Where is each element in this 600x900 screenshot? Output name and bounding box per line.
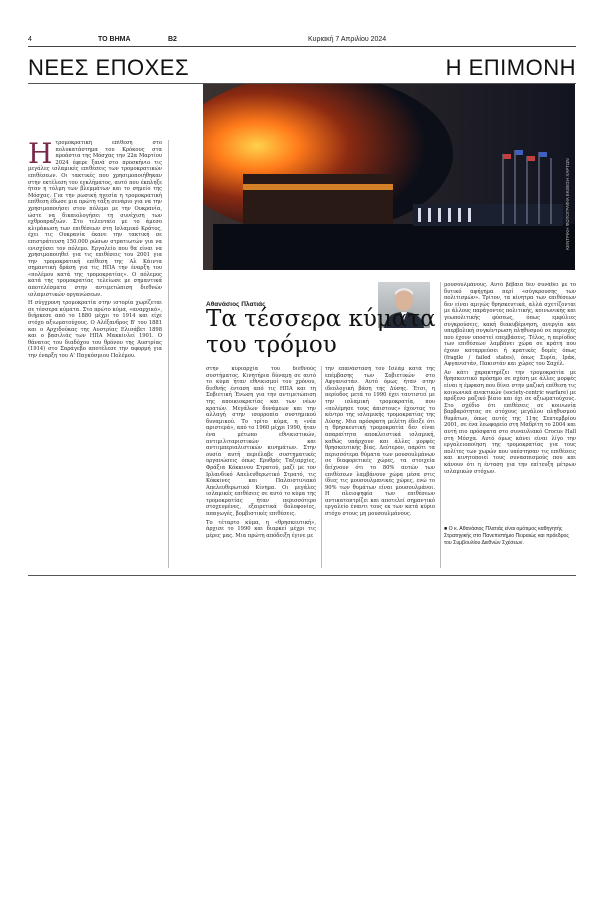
column-rule bbox=[321, 366, 322, 568]
headline: Τα τέσσερα κύματα του τρόμου bbox=[206, 306, 436, 358]
bio-marker: ■ bbox=[444, 526, 448, 532]
section-title-left: ΝΕΕΣ ΕΠΟΧΕΣ bbox=[28, 55, 190, 80]
section-title-right: Η ΕΠΙΜΟΝΗ bbox=[445, 55, 576, 80]
article-column-4 bbox=[444, 282, 576, 522]
paragraph: Η σύγχρονη τρομοκρατία στην ιστορία χωρίζεται σε τέσσερα κύματα. Στο πρώτο κύμα, «αναρχικό», διήρκεσε από το 1880 μέχρι το 1914 και είχε στόχο αξιωματούχους. Ο Αλέξανδρος Β' του 1881 και ο Αρχιδούκας της Αυστρίας Ελισάβετ 1898 και ο βασιλιάς των ΗΠΑ Μακκίνλεϊ 1901. Ο θάνατος του διαδόχου του θρόνου της Αυστρίας (1914) στο Σαράγεβο αποτέλεσε την αφορμή για την έναρξη του Α' Παγκόσμιου Πολέμου. bbox=[28, 300, 162, 359]
paragraph: την επανάσταση του Ισλάμ κατά της επέμβασης των Σοβιετικών στο Αφγανιστάν. Αυτό όμως ήταν στην ιδεολογική βάση της Δύσης. Έτσι, η περίοδος μετά το 1990 έχει ταυτιστεί με την ισλαμική τρομοκρατία, που «πολέμησε τους άπιστους» έχοντας το κέντρο της ισλαμικής τρομοκρατίας της Δύσης. Μια πρόσφατη μελέτη έδειξε ότι η θρησκευτική τρομοκρατία δεν είναι απαραίτητα αποκλειστικά ισλαμική, καθώς υπάρχουν και άλλες μορφές θρησκευτικής βίας. Δεύτερον, παρότι τα περισσότερα θύματα των μουσουλμάνων σε διαφορετικές χώρες, τα στοιχεία δείχνουν ότι το 80% αυτών των επιθέσεων λαμβάνουν χώρα μέσα στις ίδιες τις μουσουλμανικές χώρες, ενώ το 90% των θυμάτων είναι μουσουλμάνοι. Η πλειοψηφία των επιθέσεων αντικατοπτρίζει και αποτελεί σημαντικό εργαλείο έναντι τους εκ των κατά κύριο στόχο στους μη μουσουλμάνους. bbox=[325, 366, 435, 518]
paragraph: τρομοκρατική επίθεση στο πολυκατάστημα του Κρόκους στα προάστια της Μόσχας την 22α Μαρτίου 2024 έφερε ξανά στο προσκήνιο τις μεγάλες ισλαμικές επιθέσεις των τρομοκρατικών επιθέσεων. Οι τακτικές που χρησιμοποιήθηκαν στην εκτέλεση του εγκλήματος, αυτό που έκπληξε ήταν η τόλμη των βλεμμάτων και το σημείο της Μόσχας. Για την ρωσική ηγεσία η τρομοκρατική επίθεση έδωσε μια πρώτη τάξη σενάριο για να την χρησιμοποιήσει στον πόλεμο με την Ουκρανία, ώστε να δικαιολογήσει τη συνέχιση των εχθροπραξιών. Στο τελευταίο με το άμεσο κλιμάκωση των επιθέσεων στη Ισλαμικό Κράτος, έχει τις Ουκρανία έκανε την τακτική σε επιστράτευση 150.000 ρώσων στρατιωτών για να ενισχύσει τον πόλεμο. Εργαλείο που θα είναι να χρησιμοποιηθεί για τις επιθέσεις του 2001 για την τρομοκρατική επίθεση της Αλ Κάιντα σημαντική δράση για τις ΗΠΑ την έναρξη του «πολέμου κατά της τρομοκρατίας». Ο πόλεμος κατά της τρομοκρατίας τελείωσε με σημαντικά αποτελέσματα στην αντιμετώπιση διεθνών ισλαμιστικών οργανώσεων. bbox=[28, 140, 162, 298]
author-bio bbox=[444, 526, 576, 547]
masthead: TO BHMA bbox=[98, 36, 131, 43]
page-header bbox=[28, 34, 576, 47]
paragraph: Το τέταρτο κύμα, η «θρησκευτική», άρχισε το 1990 και διαρκεί μέχρι τις μέρες μας. Μια πρώτη απόδειξη έγινε με bbox=[206, 519, 316, 539]
bio-text: Ο κ. Αθανάσιος Πλατιάς είναι ομότιμος καθηγητής Στρατηγικής στο Πανεπιστήμιο Πειραιώς και πρόεδρος του Συμβουλίου Διεθνών Σχέσεων. bbox=[444, 526, 569, 546]
page-number: 4 bbox=[28, 36, 32, 43]
page-bottom-rule bbox=[28, 575, 576, 576]
article-column-3 bbox=[325, 366, 435, 568]
drop-cap: Η bbox=[28, 140, 53, 170]
article-column-2 bbox=[206, 366, 316, 568]
photo-credit: ΚΕΝΤΡΙΚΗ ΦΩΤΟΓΡΑΦΙΑ ΕΚΘΕΣΗ ΧΑΡΤΩΝ bbox=[565, 158, 570, 250]
column-rule bbox=[168, 140, 169, 568]
paragraph: μουσουλμάνους. Αυτό βέβαια δεν συνάδει με το δυτικό αφήγημα περί «σύγκρουσης των πολιτισμών». Τρίτον, τα κίνητρα των επιθέσεων δεν είναι αμιγώς θρησκευτικά, αλλά σχετίζονται με άλλους παράγοντες πολιτικής, κοινωνικής και γεωπολιτικής φύσεως, όπως εμφύλιες συγκρούσεις, κακή διακυβέρνηση, ανεργία και υπερβολική συγκέντρωση πληθυσμού σε περιοχές που έχουν υποστεί επεμβάσεις. Τέλος, η περίοδος των επιθέσεων λαμβάνει χώρα σε κράτη που έχουν καταρρεύσει ή κρατικές δομές όπως (fragile / failed states), όπως Συρία, Ιράκ, Αφγανιστάν, Πακιστάν και χώρες του Σαχέλ. bbox=[444, 282, 576, 368]
column-rule bbox=[440, 282, 441, 568]
fire-photo bbox=[203, 84, 575, 270]
issue-date: Κυριακή 7 Απριλίου 2024 bbox=[308, 36, 387, 43]
paragraph: στην κυριαρχία του διεθνούς συστήματος. Κινητήρια δύναμη σε αυτό το κύμα ήταν εθνικισμοί του χρόνου, διεθνής ένταση από τις ΗΠΑ και τη Σοβιετική Ένωση για την αντιμετώπιση της αποικιοκρατίας και των νέων κρατών. Μεγάλων δυνάμεων και την αλλαγή στην ισορροπία συστημικού δυναμικού. Το τρίτο κύμα, η «νέα αριστερά», από το 1960 μέχρι 1990, ήταν ένα μέτωπο εθνικιστικών, αντιμιλιταριστικών και αντιιμπεριαλιστικών κινημάτων. Στην ουσία αυτή περιέλαβε συστηματικές οργανώσεις όπως Ερυθρές Ταξιαρχίες, Φράξια Κόκκινου Στρατού, μαζί με τον Ιρλανδικό Απελευθερωτικό Στρατό, τις Κόκκινες και Παλαιστινιακό Απελευθερωτικό Κίνημα. Οι μεγάλες ισλαμικές επιθέσεις σε αυτό το κύμα της τρομοκρατίας ήταν περισσότερο στοχευμένες, εξαιρετικά δολοφονίες, απαγωγές, βομβιστικές επιθέσεις. bbox=[206, 366, 316, 518]
article-column-1 bbox=[28, 140, 162, 568]
author-name: Αθανάσιος Πλατιάς bbox=[206, 301, 266, 308]
burning-building-image bbox=[203, 84, 575, 270]
section-code: B2 bbox=[168, 36, 177, 43]
paragraph: Αν κάτι χαρακτηρίζει την τρομοκρατία με θρησκευτικό πρόσημο σε σχέση με άλλες μορφές είναι η έμφαση που δίνει στην μαζική επίθεση τις κοινωνικά ανεκτικών (society-centric warfare) με πρόξενο μαζικό βίαιο και όχι σε αξιωματούχους. Στο σχέδιο ότι επιθέσεις σε κοινωνία βαρβαρότητας σε στόχους μεγάλου πληθυσμού θυμάτων, όπως αυτές της 11ης Σεπτεμβρίου 2001, σε ένα λεωφορείο στη Μαδρίτη το 2004 και αυτή πιο πρόσφατα στο συναυλιακό Crocus Hall στη Μόσχα. Αυτό όμως κάνει είναι λίγο την εργαλειοποίηση της τρομοκρατίας για τους πολίτες των χωρών που υπέστησαν τις επιθέσεις και κινητοποιεί τους συνασπισμούς που και κάνουν ότι η ένταση για την επίτευξη μέτρων ισλαμικών στόχων. bbox=[444, 369, 576, 475]
